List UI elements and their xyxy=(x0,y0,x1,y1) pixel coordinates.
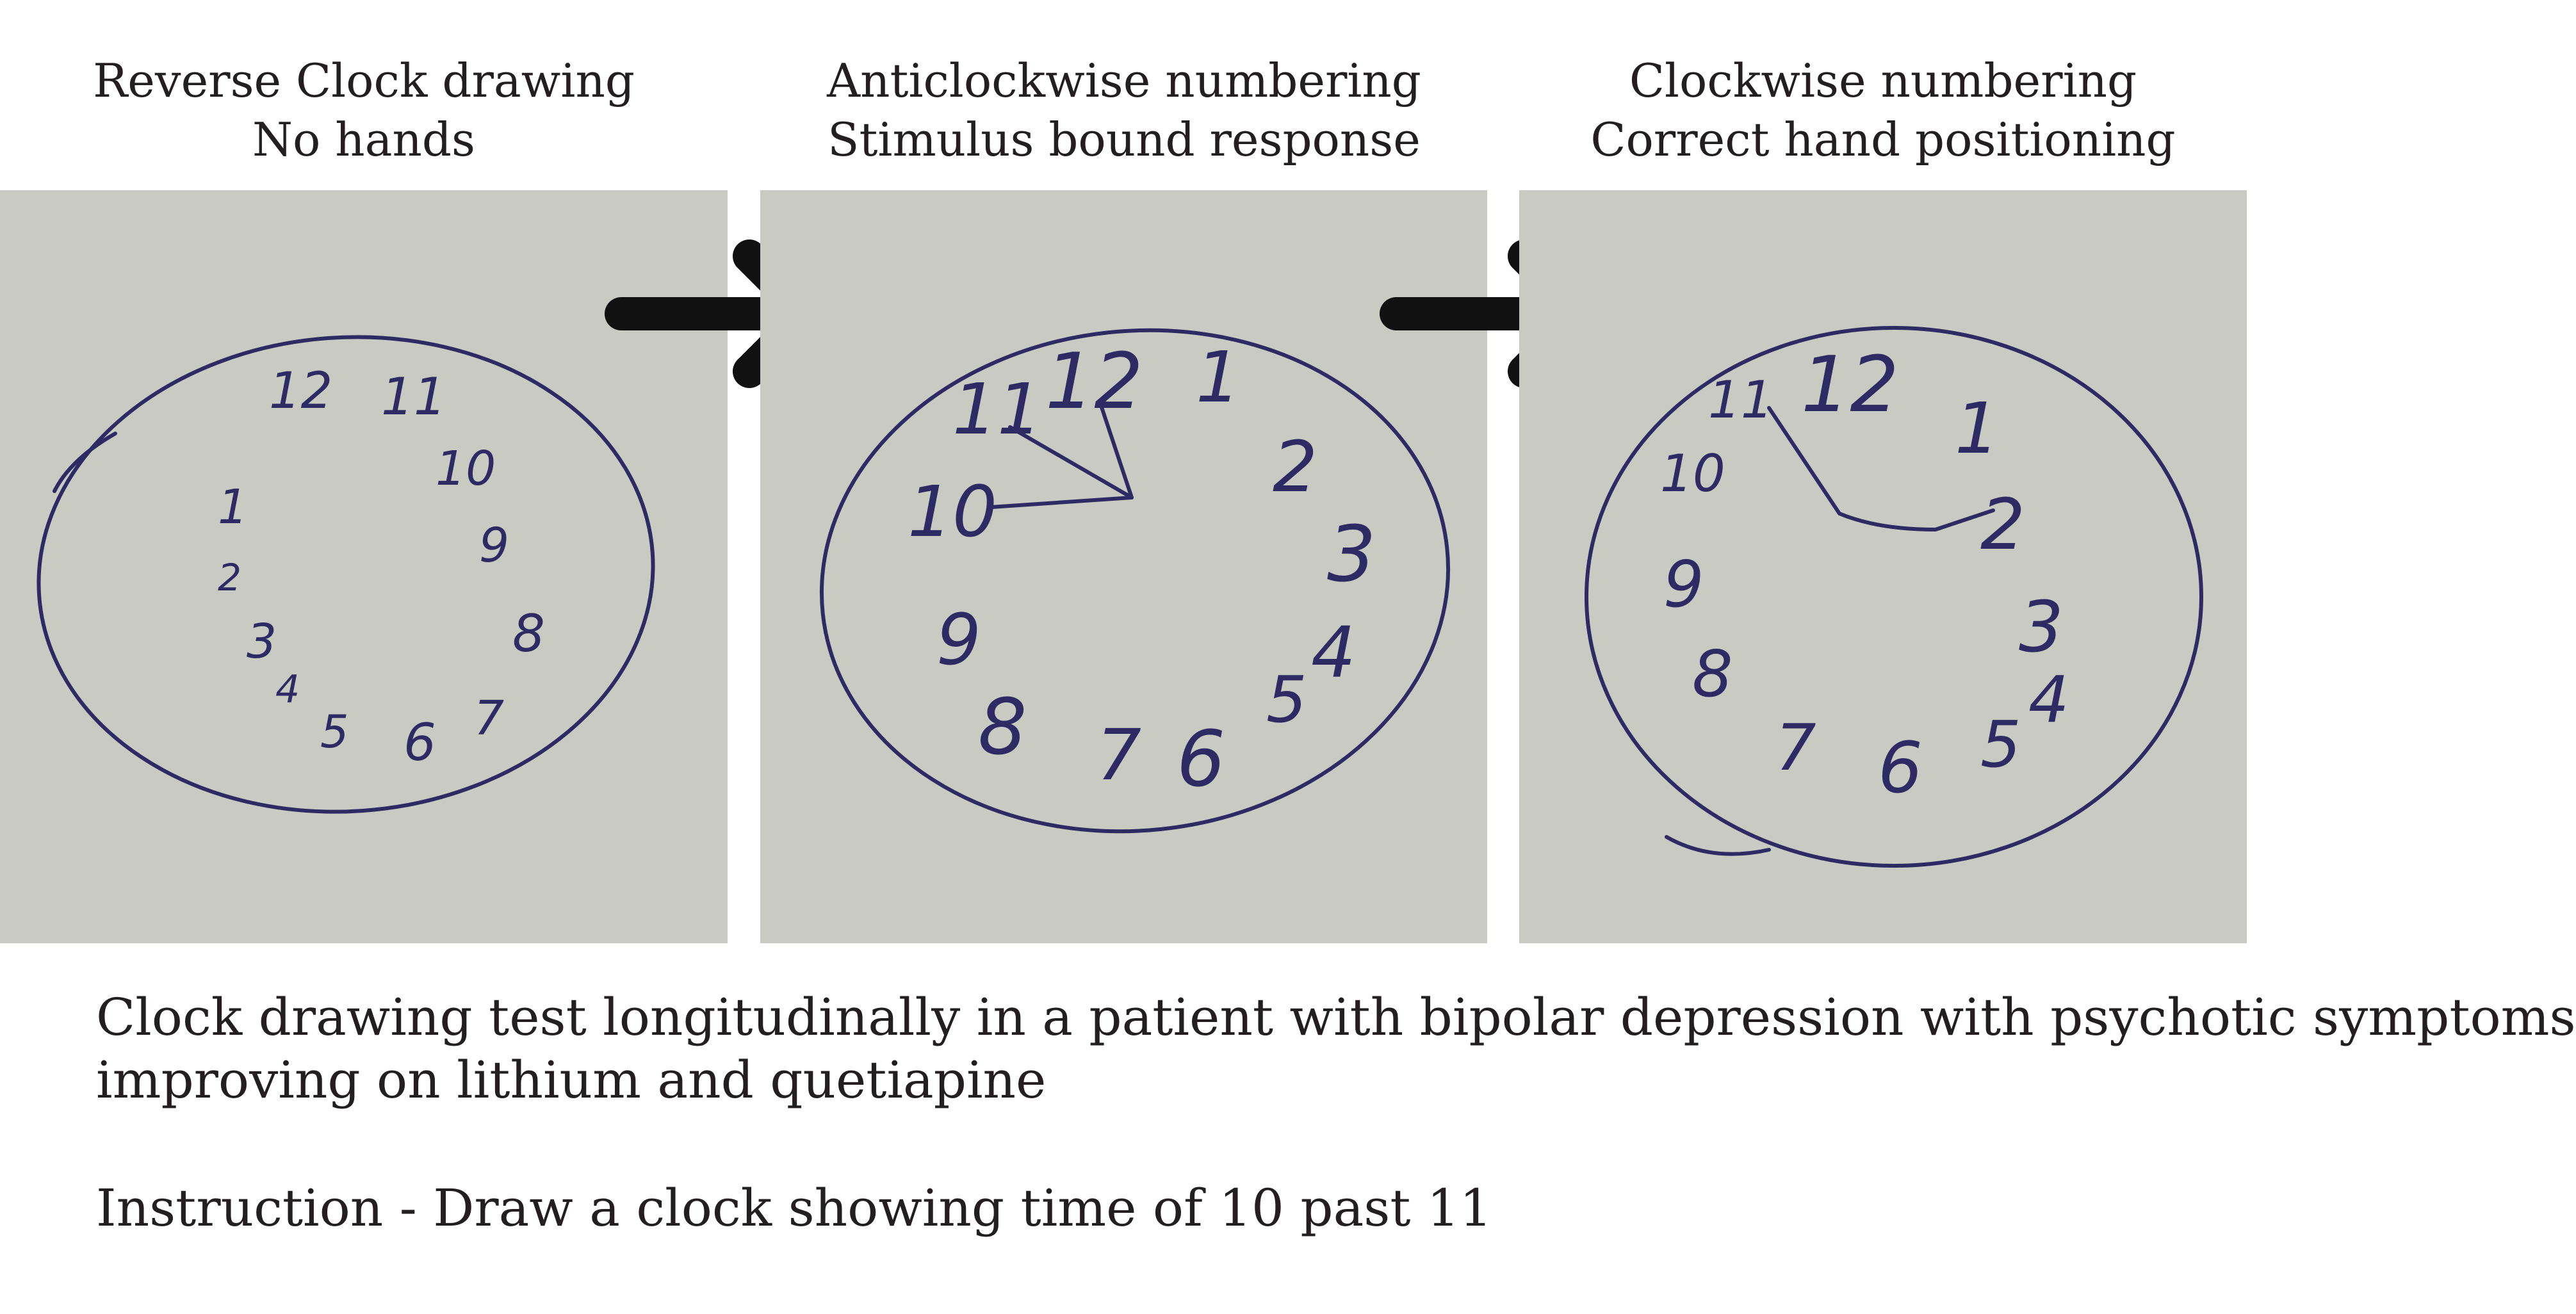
panel1-number: 8 xyxy=(512,604,545,663)
panel1-number: 10 xyxy=(436,441,496,496)
panel1-number: 1 xyxy=(218,480,249,535)
panel1-heading-line1: Reverse Clock drawing xyxy=(93,54,635,108)
panel1-clock-overlap-stroke xyxy=(54,434,115,491)
panel2-number: 11 xyxy=(952,368,1042,450)
instruction-text: Instruction - Draw a clock showing time of 10 past 11 xyxy=(96,1178,1492,1238)
panel3-number: 12 xyxy=(1801,341,1899,430)
panel2-number: 7 xyxy=(1096,714,1141,796)
panel2-number: 1 xyxy=(1196,336,1241,418)
panel1-number: 7 xyxy=(474,691,505,746)
panel3-number: 3 xyxy=(2019,586,2064,668)
panel2-number: 3 xyxy=(1327,510,1376,599)
panel2-number: 12 xyxy=(1045,337,1143,426)
panel3-number: 7 xyxy=(1775,710,1816,785)
panel2-number: 2 xyxy=(1273,426,1317,508)
panel2-heading-line2: Stimulus bound response xyxy=(827,113,1421,166)
panel2-number: 4 xyxy=(1311,612,1356,694)
panel3-number: 9 xyxy=(1663,547,1704,622)
panel3-clock-photo xyxy=(1519,190,2247,943)
panel3-number: 8 xyxy=(1692,637,1733,711)
panel2-number: 9 xyxy=(936,599,981,681)
panel3-heading-line1: Clockwise numbering xyxy=(1629,54,2137,108)
panel2-number: 8 xyxy=(978,683,1027,772)
panel1-number: 4 xyxy=(275,667,300,712)
panel1-number: 12 xyxy=(269,362,333,420)
panel1-number: 9 xyxy=(479,518,510,573)
panel1-number: 5 xyxy=(320,706,349,758)
panel2-number: 5 xyxy=(1266,662,1307,737)
panel1-number: 2 xyxy=(218,556,241,599)
panel3-number: 1 xyxy=(1955,387,2000,469)
panel3-number: 11 xyxy=(1708,370,1773,430)
panel3-number: 2 xyxy=(1980,483,2025,565)
panel3-heading xyxy=(1519,51,2247,169)
panel2-number: 10 xyxy=(908,471,997,553)
panel3-number: 5 xyxy=(1980,707,2021,782)
panel3-number: 4 xyxy=(2028,662,2069,737)
panel1-heading-line2: No hands xyxy=(252,113,475,166)
panel1-number: 3 xyxy=(247,614,277,669)
panel3-number: 10 xyxy=(1660,444,1725,503)
panel1-heading xyxy=(0,51,728,169)
panel2-heading-line1: Anticlockwise numbering xyxy=(827,54,1421,108)
caption-line2: improving on lithium and quetiapine xyxy=(96,1050,1047,1110)
panel3-number: 6 xyxy=(1878,727,1923,809)
panel2-heading xyxy=(760,51,1488,169)
panel3-heading-line2: Correct hand positioning xyxy=(1590,113,2176,166)
panel2-number: 6 xyxy=(1177,715,1226,804)
panel2-clock-hand xyxy=(991,498,1132,507)
panel1-number: 6 xyxy=(404,713,436,772)
panel1-number: 11 xyxy=(381,367,446,426)
caption-line1: Clock drawing test longitudinally in a patient with bipolar depression with psychotic symptoms xyxy=(96,987,2576,1047)
panel3-clock-overlap-stroke xyxy=(1667,837,1769,854)
